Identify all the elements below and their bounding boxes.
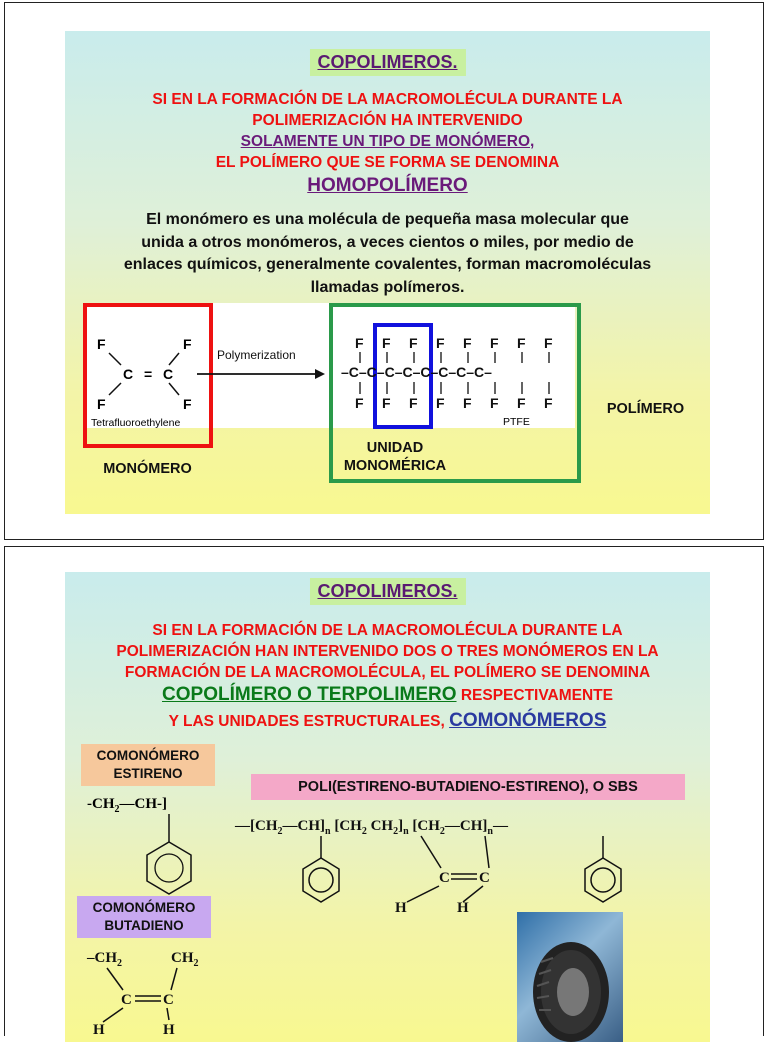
red-line-2: POLIMERIZACIÓN HA INTERVENIDO — [252, 112, 523, 129]
atom-c: C — [123, 366, 134, 382]
atom-f: F — [436, 335, 445, 351]
label-unidad-line-2: MONOMÉRICA — [343, 458, 447, 474]
atom-f: F — [490, 395, 499, 411]
group-ch2: CH — [255, 818, 278, 834]
group-ch2: CH — [339, 818, 362, 834]
atom-h: H — [457, 900, 469, 916]
butadiene-structure — [79, 944, 219, 1042]
atom-f: F — [97, 396, 106, 412]
tire-icon — [517, 912, 623, 1042]
atom-f: F — [382, 335, 391, 351]
tag-estireno-line-1: COMONÓMERO — [96, 748, 200, 763]
tag-sbs: POLI(ESTIRENO-BUTADIENO-ESTIRENO), O SBS — [251, 774, 685, 800]
red-line-3: EL POLÍMERO QUE SE FORMA SE DENOMINA — [215, 154, 560, 171]
copolimero-line — [65, 684, 710, 706]
atom-f: F — [355, 395, 364, 411]
title-text: COPOLIMEROS — [317, 52, 453, 72]
atom-c: C — [121, 992, 132, 1008]
atom-h: H — [93, 1022, 105, 1038]
sbs-chain: $—[CH_2—CH]_n$ [$CH_2$ $CH_2]_n$ $[CH_2—CH]_n—$ — [235, 818, 508, 837]
atom-c: C — [439, 870, 450, 886]
atom-f: F — [382, 395, 391, 411]
red-line-2: POLIMERIZACIÓN HAN INTERVENIDO DOS O TRES MONÓMEROS EN LA — [116, 643, 659, 660]
comonomeros-text: COMONÓMEROS — [449, 710, 607, 731]
tag-estireno-line-2: ESTIRENO — [113, 766, 183, 781]
homopolimero — [65, 175, 710, 197]
subscript-n: n — [403, 826, 409, 837]
butadiene-right-group — [171, 950, 199, 969]
respectivamente-text: RESPECTIVAMENTE — [456, 687, 613, 704]
group-ch2: CH — [92, 796, 115, 812]
atom-f: F — [355, 335, 364, 351]
subscript: 2 — [193, 958, 199, 969]
ptfe-chain: –C–C–C–C–C–C–C–C– — [341, 364, 492, 380]
slide-frame-1 — [4, 2, 764, 540]
group-ch2: CH — [370, 818, 394, 834]
homopolimero-text: HOMOPOLÍMERO — [307, 175, 468, 196]
atom-f: F — [544, 395, 553, 411]
tag-butadieno-line-2: BUTADIENO — [104, 918, 184, 933]
benzene-ring — [147, 842, 191, 894]
subscript: 2 — [393, 826, 399, 837]
atom-f: F — [183, 396, 192, 412]
purple-line — [65, 133, 710, 151]
title-dot: . — [452, 52, 458, 72]
slide-2-title — [309, 578, 465, 605]
para-line-3: enlaces químicos, generalmente covalentes, forman macromoléculas — [123, 256, 652, 273]
polymer-name: PTFE — [503, 416, 530, 428]
group-ch2: CH — [171, 950, 194, 966]
subscript: 2 — [361, 826, 367, 837]
atom-f: F — [183, 336, 192, 352]
atom-f: F — [517, 395, 526, 411]
atom-h: H — [395, 900, 407, 916]
atom-f: F — [544, 335, 553, 351]
label-monomero: MONÓMERO — [103, 461, 192, 477]
atom-f: F — [517, 335, 526, 351]
red-line-3: FORMACIÓN DE LA MACROMOLÉCULA, EL POLÍMERO SE DENOMINA — [124, 664, 651, 681]
atom-f: F — [463, 395, 472, 411]
atom-c: C — [479, 870, 490, 886]
unidades-text: Y LAS UNIDADES ESTRUCTURALES, — [168, 713, 450, 730]
arrow-label: Polymerization — [217, 348, 296, 362]
subscript: 2 — [439, 826, 445, 837]
title-text: COPOLIMEROS — [317, 581, 453, 601]
slide-1-title — [309, 49, 465, 76]
purple-line-text: SOLAMENTE UN TIPO DE MONÓMERO, — [240, 133, 535, 150]
subscript: 2 — [277, 826, 283, 837]
subscript: 2 — [114, 804, 120, 815]
red-line-1: SI EN LA FORMACIÓN DE LA MACROMOLÉCULA DURANTE LA — [152, 622, 623, 639]
arrow-icon — [197, 367, 327, 381]
slide-frame-2 — [4, 546, 764, 1036]
para-line-1: El monómero es una molécula de pequeña masa molecular que — [146, 211, 629, 228]
monomer-name: Tetrafluoroethylene — [91, 417, 181, 429]
tetrafluoroethylene-structure — [87, 307, 211, 437]
label-polimero: POLÍMERO — [606, 401, 685, 417]
subscript-n: n — [487, 826, 493, 837]
butadiene-left-group: $-CH_2$ — [87, 950, 122, 969]
group-ch: CH — [134, 796, 157, 812]
group-ch2: CH — [94, 950, 117, 966]
tag-comonomero-estireno — [81, 744, 215, 786]
subscript-n: n — [325, 826, 331, 837]
tag-comonomero-butadieno — [77, 896, 211, 938]
tag-butadieno-line-1: COMONÓMERO — [92, 900, 196, 915]
atom-h: H — [163, 1022, 175, 1038]
label-unidad-monomerica — [335, 439, 455, 475]
styrene-structure — [83, 790, 223, 902]
atom-c: C — [163, 366, 174, 382]
red-line-1: SI EN LA FORMACIÓN DE LA MACROMOLÉCULA DURANTE LA — [152, 91, 623, 108]
para-line-2: unida a otros monómeros, a veces cientos o miles, por medio de — [141, 233, 634, 251]
double-bond: = — [144, 366, 153, 382]
definition-paragraph — [65, 209, 710, 299]
ptfe-structure — [335, 331, 575, 431]
atom-f: F — [490, 335, 499, 351]
group-ch: CH — [459, 818, 483, 834]
label-unidad-line-1: UNIDAD — [366, 440, 424, 456]
comonomeros-line — [65, 710, 710, 732]
atom-f: F — [97, 336, 106, 352]
styrene-formula: $-CH_2—CH-$] — [87, 796, 167, 815]
group-ch2: CH — [417, 818, 440, 834]
copolimero-text: COPOLÍMERO O TERPOLIMERO — [162, 684, 457, 705]
atom-f: F — [436, 395, 445, 411]
slide-1 — [65, 31, 710, 514]
tire-photo — [517, 912, 623, 1042]
atom-c: C — [163, 992, 174, 1008]
para-line-4: llamadas polímeros. — [310, 278, 465, 296]
atom-f: F — [409, 335, 418, 351]
atom-f: F — [463, 335, 472, 351]
atom-f: F — [409, 395, 418, 411]
slide-2 — [65, 572, 710, 1042]
subscript: 2 — [117, 958, 122, 969]
title-dot: . — [452, 581, 458, 601]
group-ch: CH — [297, 818, 320, 834]
